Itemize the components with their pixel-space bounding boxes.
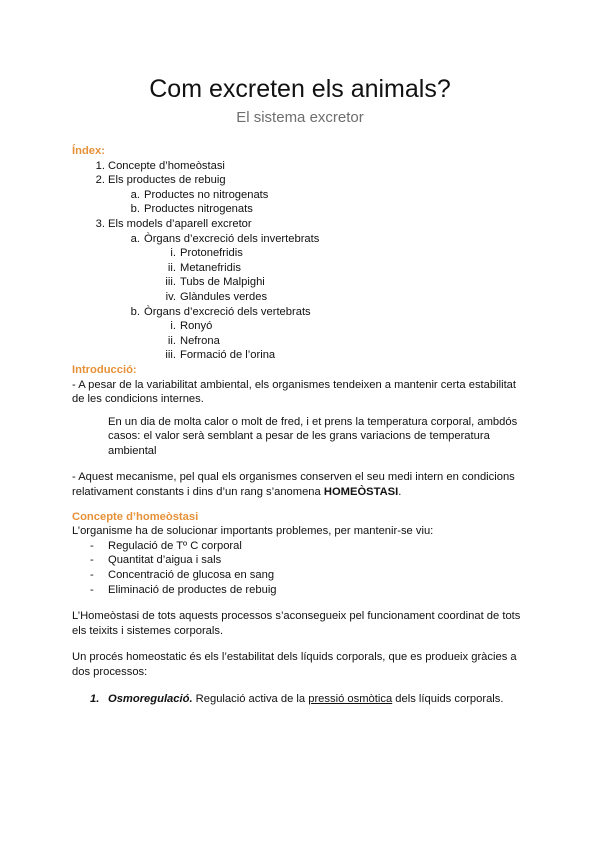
- list-marker: a.: [130, 232, 140, 245]
- index-item: [72, 261, 532, 276]
- intro-example: [108, 415, 532, 459]
- index-item-label: Productes no nitrogenats: [144, 188, 269, 201]
- index-item: [72, 202, 532, 217]
- text-line: L’Homeòstasi de tots aquests processos s’aconsegueix pel funcionament coordinat de tots: [72, 610, 521, 623]
- list-item: [72, 553, 532, 568]
- index-heading: Índex:: [72, 145, 105, 157]
- list-marker: i.: [170, 320, 176, 333]
- intro-heading: Introducció:: [72, 363, 137, 376]
- index-item-label: Òrgans d’excreció dels invertebrats: [144, 232, 320, 245]
- index-list: [72, 159, 532, 363]
- process-term: Osmoregulació.: [108, 692, 193, 705]
- list-marker: iii.: [165, 349, 176, 362]
- pressio-osmotica-term: pressió osmòtica: [308, 692, 393, 705]
- text-line: de les condicions internes.: [72, 393, 204, 406]
- list-marker: b.: [130, 305, 140, 318]
- index-item: [72, 173, 532, 188]
- list-item-label: Eliminació de productes de rebuig: [108, 583, 277, 596]
- homeostasis-paragraph-2: [72, 650, 532, 679]
- list-marker: b.: [130, 203, 140, 216]
- homeostasis-paragraph-1: [72, 609, 532, 638]
- list-dash: -: [90, 569, 94, 582]
- list-item-label: Quantitat d’aigua i sals: [108, 554, 222, 567]
- index-item: [72, 275, 532, 290]
- list-dash: -: [90, 539, 94, 552]
- list-marker: a.: [130, 188, 140, 201]
- list-marker: iv.: [165, 290, 176, 303]
- homeostasis-heading: Concepte d’homeòstasi: [72, 510, 199, 523]
- index-item: [72, 159, 532, 174]
- list-dash: -: [90, 554, 94, 567]
- index-item: [72, 188, 532, 203]
- index-item-label: Òrgans d’excreció dels vertebrats: [144, 305, 311, 318]
- index-item: [72, 217, 532, 232]
- list-marker: i.: [170, 247, 176, 260]
- index-item: [72, 334, 532, 349]
- text-line: En un dia de molta calor o molt de fred, i et prens la temperatura corporal, ambdós: [108, 415, 518, 428]
- index-item-label: Glàndules verdes: [180, 290, 268, 303]
- index-item-label: Els productes de rebuig: [108, 174, 226, 187]
- text-line: - A pesar de la variabilitat ambiental, els organismes tendeixen a mantenir certa estabilitat: [72, 378, 517, 391]
- text-run: Regulació activa de la: [192, 692, 309, 705]
- index-item: [72, 246, 532, 261]
- index-item-label: Els models d’aparell excretor: [108, 217, 252, 230]
- index-item-label: Tubs de Malpighi: [180, 276, 265, 289]
- document-body: [72, 144, 532, 707]
- index-item-label: Concepte d’homeòstasi: [108, 159, 225, 172]
- list-item: [72, 568, 532, 583]
- text-run: dels líquids corporals.: [392, 692, 504, 705]
- text-line: - Aquest mecanisme, pel qual els organismes conserven el seu medi intern en condicions: [72, 471, 515, 484]
- homeostasi-term: HOMEÒSTASI: [323, 486, 399, 499]
- index-item-label: Ronyó: [180, 320, 213, 333]
- list-item: [72, 539, 532, 554]
- page-subtitle: El sistema excretor: [236, 109, 364, 126]
- index-item: [72, 348, 532, 363]
- list-marker: 2.: [95, 174, 105, 187]
- index-item-label: Formació de l’orina: [180, 349, 276, 362]
- text-line: dos processos:: [72, 666, 148, 678]
- list-marker: iii.: [165, 276, 176, 289]
- list-marker: 1.: [95, 159, 105, 172]
- text-line: casos: el valor serà semblant a pesar de les grans variacions de temperatura: [108, 430, 490, 443]
- list-marker: 3.: [95, 217, 105, 230]
- list-item-label: Regulació de Tº C corporal: [108, 539, 242, 552]
- intro-paragraph-2: [72, 470, 532, 499]
- list-item-label: Concentració de glucosa en sang: [108, 569, 275, 582]
- list-item: [72, 583, 532, 598]
- index-item-label: Nefrona: [180, 334, 220, 347]
- list-marker: ii.: [167, 261, 176, 274]
- index-item: [72, 319, 532, 334]
- page-title: Com excreten els animals?: [149, 75, 451, 103]
- text-line: [72, 485, 532, 500]
- process-item-osmoregulation: [72, 692, 532, 707]
- intro-paragraph-1: [72, 378, 532, 407]
- process-number: 1.: [90, 692, 100, 705]
- problems-list: [72, 539, 532, 597]
- homeostasis-intro: L’organisme ha de solucionar importants problemes, per mantenir-se viu:: [72, 525, 434, 538]
- text-run: .: [398, 486, 402, 499]
- index-item: [72, 305, 532, 320]
- index-item: [72, 232, 532, 247]
- text-line: Un procés homeostatic és els l’estabilitat dels líquids corporals, que es produeix gràcies a: [72, 651, 517, 664]
- list-marker: ii.: [167, 334, 176, 347]
- list-dash: -: [90, 583, 94, 596]
- index-item-label: Metanefridis: [180, 261, 241, 274]
- index-item: [72, 290, 532, 305]
- text-line: ambiental: [108, 444, 157, 457]
- index-item-label: Productes nitrogenats: [144, 203, 253, 216]
- text-run: relativament constants i dins d’un rang s’anomena: [72, 486, 324, 499]
- index-item-label: Protonefridis: [180, 247, 243, 260]
- text-line: els teixits i sistemes corporals.: [72, 624, 224, 637]
